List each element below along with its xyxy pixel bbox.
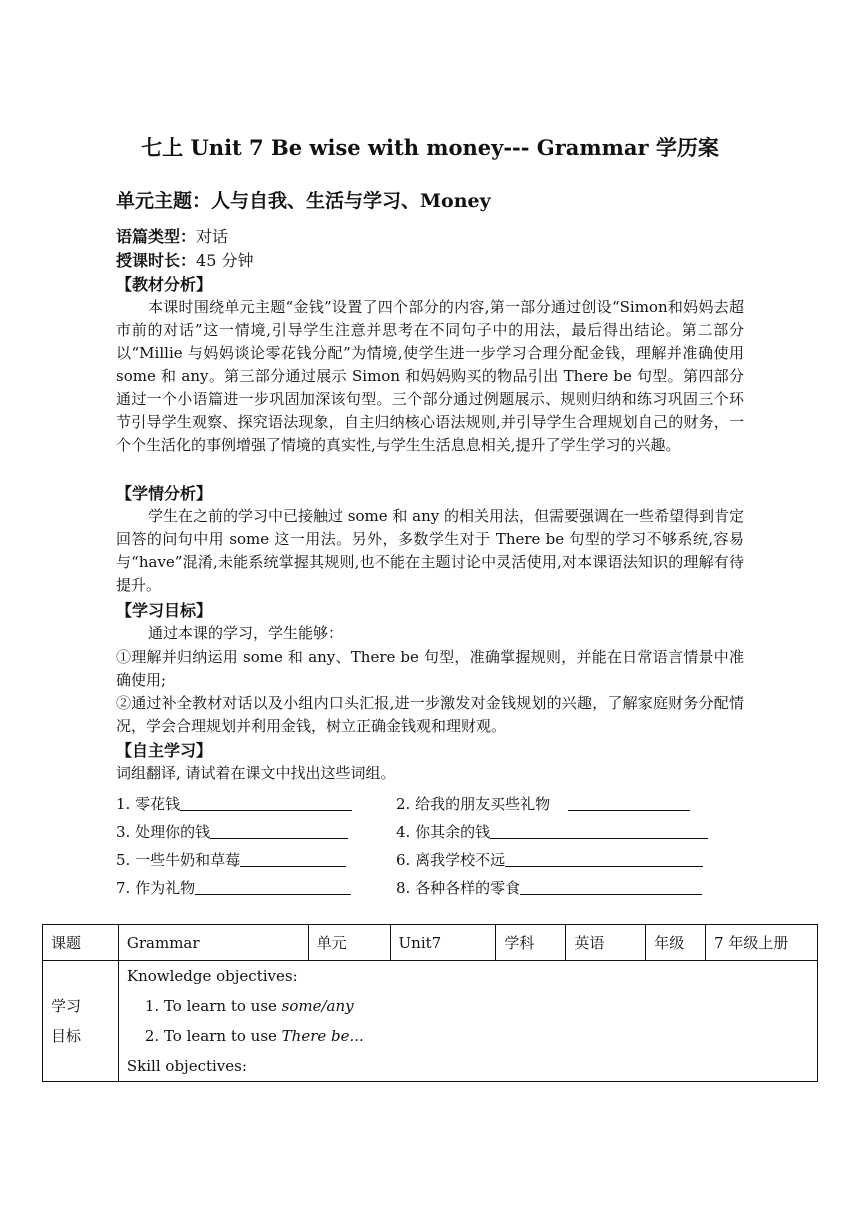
goals-label-line: 学习 [51, 997, 82, 1015]
answer-blank[interactable] [490, 822, 708, 839]
learner-analysis-body: 学生在之前的学习中已接触过 some 和 any 的相关用法，但需要强调在一些希望得到肯定回答的问句中用 some 这一用法。另外，多数学生对于 There be 句型的学习不够系统,容易与“have”混淆,未能系统掌握其规则,也不能在主题讨论中灵活使用,对本课语法知识的理解有待提升。 [116, 507, 744, 594]
table-cell: Unit7 [390, 925, 496, 961]
duration-label: 授课时长： [116, 251, 197, 270]
answer-blank[interactable] [520, 878, 702, 895]
textbook-analysis-heading: 【教材分析】 [116, 275, 213, 294]
phrase-item [396, 793, 690, 814]
self-study-heading: 【自主学习】 [116, 741, 213, 760]
lesson-info-table [42, 924, 818, 1082]
goals-label-line: 目标 [51, 1027, 82, 1045]
phrase-item [396, 849, 703, 870]
duration [116, 248, 253, 271]
table-cell: 7 年级上册 [706, 925, 818, 961]
objective-item [127, 991, 809, 1021]
phrase-prompt: 3. 处理你的钱 [116, 823, 211, 841]
unit-theme-label: 单元主题： [116, 190, 212, 212]
answer-blank[interactable] [505, 850, 703, 867]
answer-blank[interactable] [195, 878, 351, 895]
unit-theme-value: 人与自我、生活与学习、Money [211, 190, 491, 212]
objectives-cell [118, 961, 817, 1082]
objective-text: 2. To learn to use [144, 1027, 282, 1045]
text-type-value: 对话 [196, 227, 229, 246]
objective-emphasis: There be... [281, 1027, 364, 1045]
learning-goal-item: ①理解并归纳运用 some 和 any、There be 句型，准确掌握规则，并能在日常语言情景中准确使用; [116, 648, 744, 689]
textbook-analysis-body: 本课时围绕单元主题“金钱”设置了四个部分的内容,第一部分通过创设“Simon和妈妈去超市前的对话”这一情境,引导学生注意并思考在不同句子中的用法，最后得出结论。第二部分以“Millie 与妈妈谈论零花钱分配”为情境,使学生进一步学习合理分配金钱，理解并准确使用 some 和 any。第三部分通过展示 Simon 和妈妈购买的物品引出 There be 句型。第四部分通过一个小语篇进一步巩固加深该句型。三个部分通过例题展示、规则归纳和练习巩固三个环节引导学生观察、探究语法现象，自主归纳核心语法规则,并引导学生合理规划自己的财务，一个个生活化的事例增强了情境的真实性,与学生生活息息相关,提升了学生学习的兴趣。 [116, 298, 744, 454]
learning-goals-intro: 通过本课的学习，学生能够： [148, 624, 344, 642]
phrase-item [396, 877, 702, 898]
learning-goal-item: ②通过补全教材对话以及小组内口头汇报,进一步激发对金钱规划的兴趣，了解家庭财务分配情况，学会合理规划并利用金钱，树立正确金钱观和理财观。 [116, 694, 744, 735]
objective-emphasis: some/any [281, 997, 354, 1015]
phrase-prompt: 4. 你其余的钱 [396, 823, 491, 841]
goals-label-cell [43, 961, 119, 1082]
duration-value: 45 分钟 [196, 251, 254, 270]
table-cell: 单元 [308, 925, 390, 961]
table-cell: 课题 [43, 925, 119, 961]
answer-blank[interactable] [568, 794, 690, 811]
phrase-item [116, 849, 346, 870]
table-cell: 年级 [646, 925, 706, 961]
answer-blank[interactable] [240, 850, 346, 867]
table-cell: 英语 [566, 925, 646, 961]
objective-item [127, 1021, 809, 1051]
table-cell: 学科 [496, 925, 566, 961]
phrase-item [396, 821, 708, 842]
phrase-prompt: 6. 离我学校不远 [396, 851, 506, 869]
page-title: 七上 Unit 7 Be wise with money--- Grammar 学历案 [141, 135, 719, 160]
phrase-prompt: 1. 零花钱 [116, 795, 181, 813]
table-cell: Grammar [118, 925, 308, 961]
knowledge-objectives-title: Knowledge objectives: [126, 967, 298, 985]
skill-objectives-title: Skill objectives: [126, 1057, 247, 1075]
answer-blank[interactable] [180, 794, 352, 811]
phrase-prompt: 8. 各种各样的零食 [396, 879, 521, 897]
phrase-prompt: 2. 给我的朋友买些礼物 [396, 795, 551, 813]
phrase-prompt: 7. 作为礼物 [116, 879, 196, 897]
answer-blank[interactable] [210, 822, 348, 839]
text-type [116, 224, 228, 247]
text-type-label: 语篇类型： [116, 227, 197, 246]
table-goals-row [43, 961, 818, 1082]
unit-theme [116, 186, 491, 213]
learner-analysis-heading: 【学情分析】 [116, 484, 213, 503]
self-study-instruction: 词组翻译, 请试着在课文中找出这些词组。 [116, 764, 396, 782]
objective-text: 1. To learn to use [144, 997, 282, 1015]
table-header-row [43, 925, 818, 961]
learning-goals-heading: 【学习目标】 [116, 601, 213, 620]
phrase-item [116, 821, 348, 842]
phrase-item [116, 877, 351, 898]
phrase-prompt: 5. 一些牛奶和草莓 [116, 851, 241, 869]
phrase-item [116, 793, 352, 814]
